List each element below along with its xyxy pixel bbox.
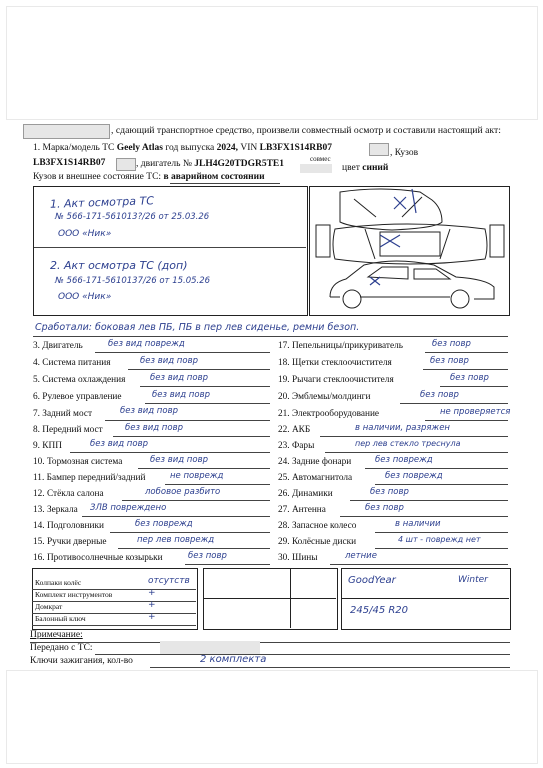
item-8-label: 8. Передний мост [33, 425, 103, 435]
bottom-blank-area [6, 670, 538, 764]
item-24-value: без поврежд [375, 455, 433, 465]
item-27-label: 27. Антенна [278, 505, 326, 515]
redacted-name-box [23, 124, 110, 139]
top-blank-area [6, 6, 538, 120]
item-18-label: 18. Щетки стеклоочистителя [278, 358, 392, 368]
item-22-line [320, 436, 508, 437]
redacted-engine-tail [300, 164, 332, 173]
color-value: синий [362, 163, 389, 173]
item-28-line [375, 532, 508, 533]
item-21-line [425, 420, 508, 421]
item-10-value: без вид повр [150, 455, 208, 465]
body-suffix: , Кузов [390, 148, 419, 158]
item-4-label: 4. Система питания [33, 358, 111, 368]
item-14-label: 14. Подголовники [33, 521, 104, 531]
item-23-value: пер лев стекло треснула [355, 439, 461, 448]
redacted-vin-tail [369, 143, 389, 156]
item-30-value: летние [345, 551, 377, 561]
middle-grid-box [203, 568, 338, 630]
item-10-label: 10. Тормозная система [33, 457, 123, 467]
item-14-line [110, 532, 270, 533]
item-16-label: 16. Противосолнечные козырьки [33, 553, 163, 563]
act2-line2: № 566-171-5610137/26 от 15.05.26 [55, 276, 211, 286]
vin-label: VIN [240, 143, 258, 153]
make-label: 1. Марка/модель ТС [33, 143, 115, 153]
item-15-value: пер лев поврежд [137, 535, 215, 545]
item-7-value: без вид повр [120, 406, 178, 416]
make-value: Geely Atlas [116, 143, 163, 153]
item-11-label: 11. Бампер передний/задний [33, 473, 146, 483]
item-27-line [340, 516, 508, 517]
item-19-label: 19. Рычаги стеклоочистителя [278, 375, 394, 385]
note-underline [33, 336, 508, 337]
item-8-line [113, 436, 270, 437]
item-26-value: без повр [370, 487, 409, 497]
act1-line1: 1. Акт осмотра ТС [49, 194, 155, 211]
item-16-line [185, 564, 270, 565]
item-18-line [423, 369, 508, 370]
item-17-line [425, 352, 508, 353]
middle-grid-divider-h [203, 598, 336, 599]
item-26-line [350, 500, 508, 501]
item-4-line [128, 369, 270, 370]
keys-value: 2 комплекта [200, 654, 267, 665]
item-5-value: без вид повр [150, 373, 208, 383]
transfer-label: Передано с ТС: [30, 643, 93, 653]
body-value: LB3FX1S14RB07 [33, 158, 106, 168]
item-20-line [400, 403, 508, 404]
acc-value-4: + [148, 612, 156, 622]
item-5-line [140, 386, 270, 387]
item-23-label: 23. Фары [278, 441, 315, 451]
item-29-label: 29. Колёсные диски [278, 537, 357, 547]
vin-value: LB3FX1S14RB07 [259, 143, 332, 153]
color-line [342, 163, 388, 173]
act2-line3: ООО «Ник» [58, 292, 112, 302]
item-11-value: не поврежд [170, 471, 224, 481]
item-8-value: без вид повр [125, 423, 183, 433]
condition-value: в аварийном состоянии [163, 172, 265, 182]
acc-value-1: отсутств [148, 576, 190, 586]
item-15-line [118, 548, 270, 549]
keys-line [150, 667, 510, 668]
note-label: Примечание: [30, 630, 83, 640]
item-9-label: 9. КПП [33, 441, 62, 451]
note-line [30, 642, 510, 643]
item-24-label: 24. Задние фонари [278, 457, 352, 467]
color-label: цвет [342, 163, 360, 173]
item-25-line [375, 484, 508, 485]
item-19-value: без повр [450, 373, 489, 383]
item-6-value: без вид повр [152, 390, 210, 400]
header-intro: , сдающий транспортное средство, произвели совместный осмотр и составили настоящий акт: [111, 125, 501, 136]
condition-line [33, 172, 265, 182]
deployed-note: Сработали: боковая лев ПБ, ПБ в пер лев сиденье, ремни безоп. [35, 322, 360, 333]
item-10-line [138, 468, 270, 469]
tires-divider [341, 598, 509, 599]
item-7-line [105, 420, 270, 421]
item-16-value: без повр [188, 551, 227, 561]
item-17-label: 17. Пепельницы/прикуриватель [278, 341, 403, 351]
item-26-label: 26. Динамики [278, 489, 333, 499]
item-6-line [145, 403, 270, 404]
engine-value: JLH4G20TDGR5TE1 [194, 159, 285, 169]
item-11-line [165, 484, 270, 485]
vehicle-line-2 [33, 158, 105, 168]
item-9-line [70, 452, 270, 453]
acc-label-1: Колпаки колёс [35, 578, 82, 587]
acc-value-2: + [148, 588, 156, 598]
item-4-value: без вид повр [140, 356, 198, 366]
item-12-value: лобовое разбито [145, 487, 221, 497]
acc-label-3: Домкрат [35, 602, 63, 611]
item-13-label: 13. Зеркала [33, 505, 78, 515]
item-20-label: 20. Эмблемы/молдинги [278, 392, 371, 402]
act1-line3: ООО «Ник» [58, 229, 112, 239]
item-3-label: 3. Двигатель [33, 341, 83, 351]
redacted-body-tail [116, 158, 136, 171]
acc-label-4: Балонный ключ [35, 614, 86, 623]
act1-line2: № 566-171-561013?/26 от 25.03.26 [55, 212, 210, 222]
item-28-label: 28. Запасное колесо [278, 521, 357, 531]
year-label: год выпуска [165, 143, 215, 153]
condition-underline [170, 183, 280, 184]
item-13-value: ЗЛВ повреждено [90, 503, 167, 513]
item-13-line [82, 516, 270, 517]
item-3-line [95, 352, 270, 353]
item-3-value: без вид поврежд [108, 339, 185, 349]
item-17-value: без повр [432, 339, 471, 349]
item-21-label: 21. Электрооборудование [278, 409, 380, 419]
item-23-line [325, 452, 508, 453]
vehicle-line-2b [136, 159, 284, 169]
item-18-value: без повр [430, 356, 469, 366]
tire-season: Winter [458, 575, 488, 585]
vehicle-line-1 [33, 143, 332, 153]
tire-size: 245/45 R20 [350, 605, 409, 616]
item-21-value: не проверяется [440, 407, 511, 417]
item-22-label: 22. АКБ [278, 425, 311, 435]
act1-divider [34, 247, 306, 248]
item-30-label: 30. Шины [278, 553, 318, 563]
condition-label: Кузов и внешнее состояние ТС: [33, 172, 162, 182]
item-14-value: без поврежд [135, 519, 193, 529]
item-25-value: без поврежд [385, 471, 443, 481]
acc-row-4 [32, 613, 196, 626]
item-24-line [365, 468, 508, 469]
item-29-value: 4 шт - поврежд нет [398, 535, 481, 544]
sovmest-text: совмес [310, 155, 331, 163]
item-9-value: без вид повр [90, 439, 148, 449]
item-30-line [330, 564, 508, 565]
engine-label: , двигатель № [136, 159, 192, 169]
item-6-label: 6. Рулевое управление [33, 392, 122, 402]
car-diagram-box [309, 186, 510, 316]
item-29-line [375, 548, 508, 549]
keys-label: Ключи зажигания, кол-во [30, 656, 133, 666]
item-12-line [122, 500, 270, 501]
tire-brand: GoodYear [348, 575, 396, 586]
item-28-value: в наличии [395, 519, 441, 529]
item-25-label: 25. Автомагнитола [278, 473, 353, 483]
transfer-line [95, 654, 510, 655]
item-20-value: без повр [420, 390, 459, 400]
acc-label-2: Комплект инструментов [35, 590, 113, 599]
item-7-label: 7. Задний мост [33, 409, 93, 419]
acc-value-3: + [148, 600, 156, 610]
item-12-label: 12. Стёкла салона [33, 489, 104, 499]
year-value: 2024, [216, 143, 239, 153]
item-27-value: без повр [365, 503, 404, 513]
item-5-label: 5. Система охлаждения [33, 375, 126, 385]
act2-line1: 2. Акт осмотра ТС (доп) [50, 259, 188, 272]
item-22-value: в наличии, разряжен [355, 423, 450, 433]
item-15-label: 15. Ручки дверные [33, 537, 107, 547]
redacted-transfer [160, 641, 260, 655]
item-19-line [440, 386, 508, 387]
car-diagram-svg [310, 187, 509, 315]
